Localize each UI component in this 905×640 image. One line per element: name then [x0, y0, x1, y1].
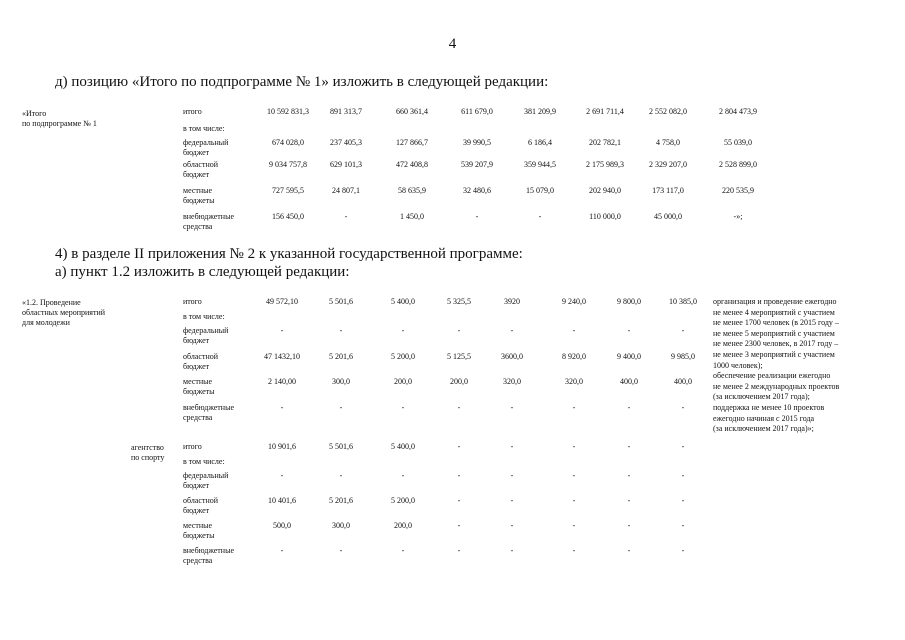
table2-total-cell: 8 920,0	[562, 352, 586, 361]
table1-cell: 472 408,8	[396, 160, 428, 169]
table1-cell: 4 758,0	[656, 138, 680, 147]
table1-row-label: в том числе:	[183, 124, 225, 133]
table1-cell: 24 807,1	[332, 186, 360, 195]
description-line: ежегодно начиная с 2015 года	[713, 413, 815, 423]
table2-total-row-label: федеральный бюджет	[183, 326, 229, 345]
table2-total-cell: 3600,0	[501, 352, 523, 361]
table2-total-cell: 3920	[504, 297, 520, 306]
table2-total-cell: 5 125,5	[447, 352, 471, 361]
description-line: организация и проведение ежегодно	[713, 297, 837, 306]
table2-total-cell: -	[681, 403, 685, 412]
table1-cell: 2 175 989,3	[586, 160, 624, 169]
table2-agency-cell: -	[457, 521, 461, 530]
table2-total-cell: -	[280, 326, 284, 335]
table1-row-label: внебюджетные средства	[183, 212, 234, 231]
table2-agency-cell: -	[339, 546, 343, 555]
table2-total-cell: -	[510, 403, 514, 412]
table1-cell: 202 782,1	[589, 138, 621, 147]
table1-cell: 110 000,0	[589, 212, 621, 221]
table2-agency-cell: 200,0	[394, 521, 412, 530]
heading-section-4: 4) в разделе II приложения № 2 к указанной государственной программе:	[55, 246, 523, 262]
table2-agency-row-label: областной бюджет	[183, 496, 219, 515]
table1-cell: 727 595,5	[272, 186, 304, 195]
table2-agency-cell: -	[339, 471, 343, 480]
table2-title-line-1: «1.2. Проведение	[22, 298, 81, 307]
table2-agency-cell: -	[510, 496, 514, 505]
table2-agency-cell: -	[457, 442, 461, 451]
description-line: не менее 5 мероприятий с участием	[713, 328, 835, 338]
table2-agency-cell: 5 200,0	[391, 496, 415, 505]
table1-cell: 2 804 473,9	[719, 107, 757, 116]
table2-agency-cell: 5 201,6	[329, 496, 353, 505]
table2-total-cell: -	[339, 326, 343, 335]
table2-total-cell: 300,0	[332, 377, 350, 386]
table2-total-cell: -	[572, 403, 576, 412]
description-line: поддержка не менее 10 проектов	[713, 402, 825, 412]
table2-total-cell: 9 400,0	[617, 352, 641, 361]
table2-agency-cell: 5 501,6	[329, 442, 353, 451]
table1-cell: 381 209,9	[524, 107, 556, 116]
table1-row-label: областной бюджет	[183, 160, 219, 179]
table2-total-cell: 10 385,0	[669, 297, 697, 306]
table1-cell: 127 866,7	[396, 138, 428, 147]
table1-cell: 39 990,5	[463, 138, 491, 147]
table1-cell: -»;	[733, 212, 743, 221]
description-line: (за исключением 2017 года);	[713, 392, 810, 402]
description-line: не менее 2 международных проектов	[713, 381, 840, 391]
table1-title-line-1: «Итого	[22, 109, 47, 118]
table1-cell: 539 207,9	[461, 160, 493, 169]
table2-agency-cell: -	[681, 496, 685, 505]
table2-total-cell: 400,0	[674, 377, 692, 386]
table2-total-cell: -	[401, 326, 405, 335]
table2-total-cell: 200,0	[450, 377, 468, 386]
page-number: 4	[448, 36, 457, 52]
table2-total-cell: 400,0	[620, 377, 638, 386]
table2-total-cell: 9 985,0	[671, 352, 695, 361]
table2-total-cell: 49 572,10	[266, 297, 298, 306]
table1-cell: 2 528 899,0	[719, 160, 757, 169]
table2-total-cell: -	[457, 403, 461, 412]
table2-agency-cell: -	[510, 471, 514, 480]
table1-cell: 2 552 082,0	[649, 107, 687, 116]
table2-agency-row-label: местные бюджеты	[183, 521, 215, 540]
table2-agency-row-label: в том числе:	[183, 457, 225, 466]
table1-cell: 10 592 831,3	[267, 107, 309, 116]
description-line: не менее 2300 человек, в 2017 году –	[713, 339, 839, 349]
description-line: не менее 1700 человек (в 2015 году –	[713, 318, 839, 328]
description-line: 1000 человек);	[713, 360, 763, 370]
table2-agency-cell: -	[572, 496, 576, 505]
table1-cell: 58 635,9	[398, 186, 426, 195]
table2-agency-cell: -	[280, 546, 284, 555]
table2-total-cell: -	[280, 403, 284, 412]
table2-agency-cell: -	[627, 442, 631, 451]
table2-total-row-label: в том числе:	[183, 312, 225, 321]
table2-agency-cell: -	[401, 471, 405, 480]
executor-line-2: по спорту	[131, 453, 165, 462]
table2-agency-cell: -	[572, 546, 576, 555]
table2-total-cell: -	[681, 326, 685, 335]
table2-total-cell: 2 140,00	[268, 377, 296, 386]
table2-total-cell: 5 501,6	[329, 297, 353, 306]
table2-agency-cell: -	[280, 471, 284, 480]
table2-agency-cell: -	[510, 442, 514, 451]
table2-total-cell: 5 325,5	[447, 297, 471, 306]
table1-cell: 55 039,0	[724, 138, 752, 147]
table2-total-row-label: итого	[183, 297, 202, 306]
table2-total-row-label: областной бюджет	[183, 352, 219, 371]
table2-total-cell: -	[627, 326, 631, 335]
table1-cell: 660 361,4	[396, 107, 428, 116]
table1-cell: 611 679,0	[461, 107, 493, 116]
table2-agency-cell: 300,0	[332, 521, 350, 530]
table2-agency-cell: 500,0	[273, 521, 291, 530]
table2-total-cell: -	[627, 403, 631, 412]
table2-agency-cell: -	[457, 496, 461, 505]
table2-total-cell: 200,0	[394, 377, 412, 386]
table1-cell: 9 034 757,8	[269, 160, 307, 169]
table1-row-label: итого	[183, 107, 202, 116]
table2-agency-cell: -	[681, 546, 685, 555]
table2-total-cell: -	[510, 326, 514, 335]
table1-cell: 237 405,3	[330, 138, 362, 147]
table2-agency-row-label: федеральный бюджет	[183, 471, 229, 490]
table1-title-line-2: по подпрограмме № 1	[22, 119, 97, 128]
table1-cell: 32 480,6	[463, 186, 491, 195]
table2-total-cell: 5 201,6	[329, 352, 353, 361]
table2-agency-cell: -	[572, 471, 576, 480]
table2-total-cell: 47 1432,10	[264, 352, 300, 361]
table2-agency-cell: -	[627, 471, 631, 480]
table2-total-cell: 320,0	[565, 377, 583, 386]
table2-total-cell: -	[572, 326, 576, 335]
table1-cell: 45 000,0	[654, 212, 682, 221]
table1-cell: -	[538, 212, 542, 221]
table2-total-row-label: местные бюджеты	[183, 377, 215, 396]
executor-line-1: агентство	[131, 443, 164, 452]
table2-agency-cell: -	[457, 546, 461, 555]
table2-total-cell: 9 240,0	[562, 297, 586, 306]
table1-cell: 2 691 711,4	[586, 107, 624, 116]
table1-row-label: местные бюджеты	[183, 186, 215, 205]
table2-agency-cell: -	[681, 442, 685, 451]
table2-agency-cell: -	[627, 496, 631, 505]
table1-cell: 1 450,0	[400, 212, 424, 221]
heading-item-d: д) позицию «Итого по подпрограмме № 1» изложить в следующей редакции:	[55, 74, 549, 90]
table2-total-cell: -	[339, 403, 343, 412]
table1-cell: 674 028,0	[272, 138, 304, 147]
description-line: обеспечение реализации ежегодно	[713, 371, 831, 381]
table2-total-cell: 9 800,0	[617, 297, 641, 306]
table1-cell: 202 940,0	[589, 186, 621, 195]
table2-agency-cell: -	[627, 546, 631, 555]
table2-title-line-2: областных мероприятий	[22, 308, 106, 317]
table1-cell: 156 450,0	[272, 212, 304, 221]
table2-agency-cell: -	[681, 521, 685, 530]
table1-cell: 173 117,0	[652, 186, 684, 195]
table1-cell: 220 535,9	[722, 186, 754, 195]
table2-total-cell: -	[401, 403, 405, 412]
table1-cell: -	[475, 212, 479, 221]
table2-agency-cell: -	[627, 521, 631, 530]
table1-row-label: федеральный бюджет	[183, 138, 229, 157]
table2-agency-cell: -	[401, 546, 405, 555]
table2-agency-cell: -	[457, 471, 461, 480]
table2-agency-cell: -	[572, 442, 576, 451]
table2-total-cell: 5 400,0	[391, 297, 415, 306]
event-description	[713, 297, 839, 435]
description-line: (за исключением 2017 года)»;	[713, 424, 814, 434]
table2-total-cell: -	[457, 326, 461, 335]
table1-cell: 15 079,0	[526, 186, 554, 195]
table2-agency-cell: -	[681, 471, 685, 480]
table2-agency-cell: 10 901,6	[268, 442, 296, 451]
table2-agency-row-label: внебюджетные средства	[183, 546, 234, 565]
table2-agency-cell: -	[572, 521, 576, 530]
table2-agency-row-label: итого	[183, 442, 202, 451]
table2-agency-cell: 10 401,6	[268, 496, 296, 505]
table2-agency-cell: 5 400,0	[391, 442, 415, 451]
table1-cell: 6 186,4	[528, 138, 552, 147]
table1-cell: -	[344, 212, 348, 221]
description-line: не менее 4 мероприятий с участием	[713, 307, 835, 317]
table2-agency-cell: -	[510, 521, 514, 530]
table1-cell: 359 944,5	[524, 160, 556, 169]
table2-total-cell: 320,0	[503, 377, 521, 386]
heading-item-a: а) пункт 1.2 изложить в следующей редакции:	[55, 264, 350, 280]
table2-agency-cell: -	[510, 546, 514, 555]
table2-total-row-label: внебюджетные средства	[183, 403, 234, 422]
table2-title-line-3: для молодежи	[22, 318, 70, 327]
table2-total-cell: 5 200,0	[391, 352, 415, 361]
table1-cell: 2 329 207,0	[649, 160, 687, 169]
table1-cell: 629 101,3	[330, 160, 362, 169]
table1-cell: 891 313,7	[330, 107, 362, 116]
description-line: не менее 3 мероприятий с участием	[713, 349, 835, 359]
